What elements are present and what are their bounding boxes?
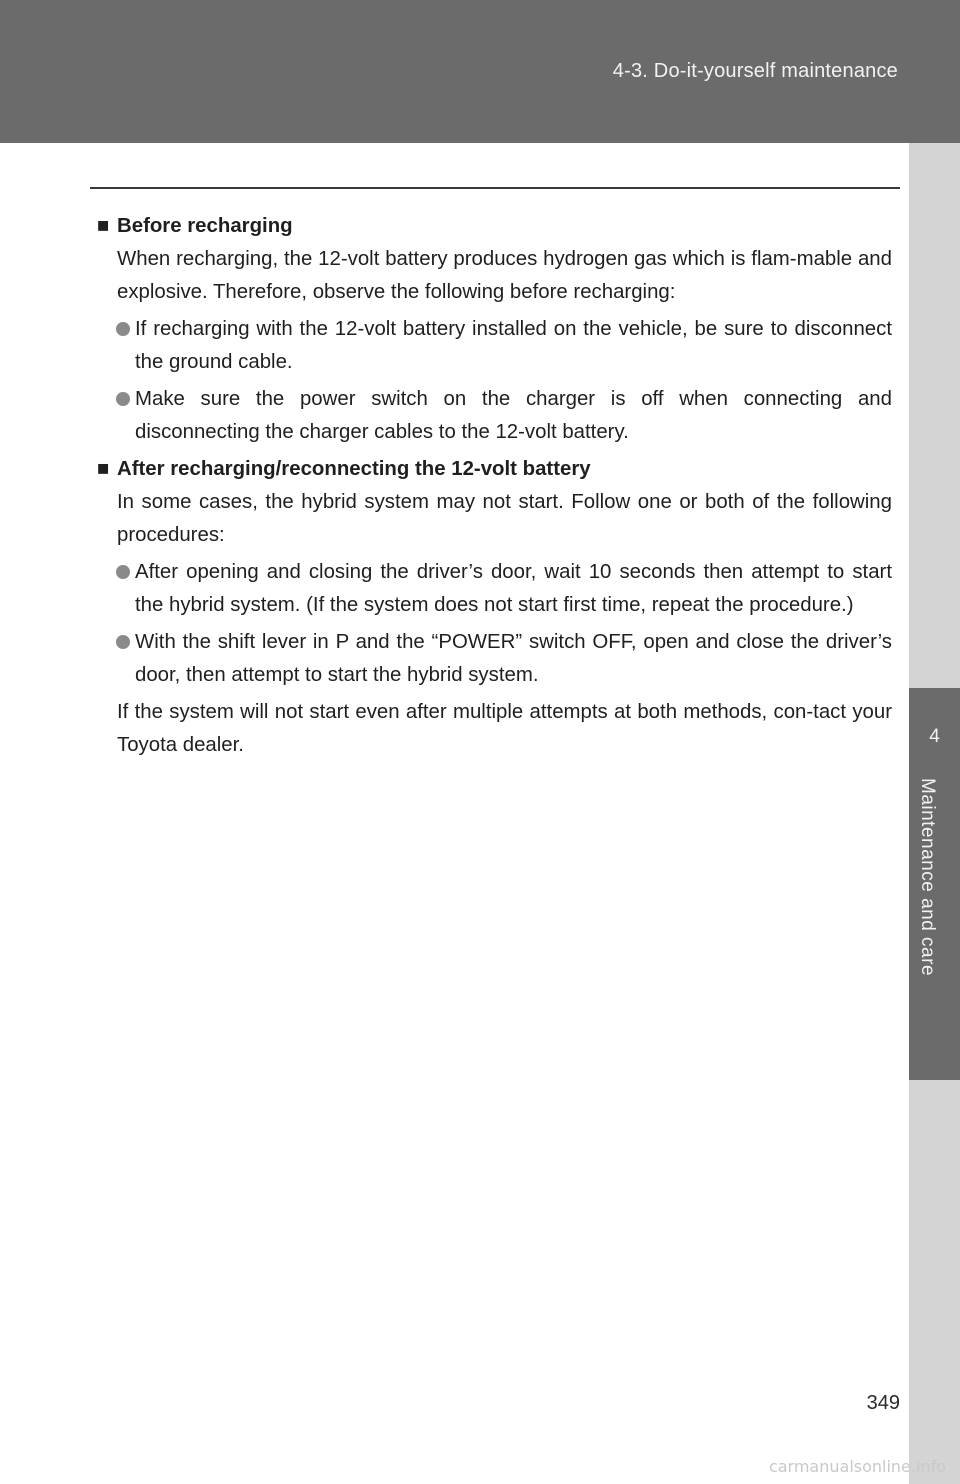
round-bullet-icon — [116, 322, 130, 336]
bullet-item — [135, 383, 892, 449]
section-title: 4-3. Do-it-yourself maintenance — [612, 60, 898, 82]
side-tab-upper — [909, 143, 960, 688]
bullet-text: After opening and closing the driver’s door, wait 10 seconds then attempt to start the hybrid system. (If the system does not start first time, repeat the procedure.) — [135, 561, 892, 616]
round-bullet-icon — [116, 565, 130, 579]
side-tab-lower — [909, 1080, 960, 1484]
heading-text: Before recharging — [117, 215, 293, 237]
section-intro: In some cases, the hybrid system may not start. Follow one or both of the following procedures: — [117, 491, 892, 546]
bullet-item — [135, 556, 892, 622]
bullet-item — [135, 626, 892, 692]
header-band — [0, 0, 960, 143]
round-bullet-icon — [116, 635, 130, 649]
section-heading — [97, 210, 892, 243]
page-number: 349 — [866, 1392, 900, 1414]
bullet-text: If recharging with the 12-volt battery installed on the vehicle, be sure to disconnect the ground cable. — [135, 318, 892, 373]
square-bullet-icon: ■ — [97, 215, 110, 237]
header-rule — [90, 187, 900, 189]
bullet-item — [135, 313, 892, 379]
chapter-number: 4 — [929, 726, 940, 747]
section-closing: If the system will not start even after multiple attempts at both methods, con-tact your Toyota dealer. — [117, 701, 892, 756]
bullet-text: With the shift lever in P and the “POWER” switch OFF, open and close the driver’s door, then attempt to start the hybrid system. — [135, 631, 892, 686]
round-bullet-icon — [116, 392, 130, 406]
section-intro: When recharging, the 12-volt battery produces hydrogen gas which is flam-mable and explosive. Therefore, observe the following before recharging: — [117, 248, 892, 303]
watermark: carmanualsonline.info — [768, 1457, 946, 1476]
square-bullet-icon: ■ — [97, 458, 110, 480]
bullet-text: Make sure the power switch on the charger is off when connecting and disconnecting the charger cables to the 12-volt battery. — [135, 388, 892, 443]
heading-text: After recharging/reconnecting the 12-volt battery — [117, 458, 591, 480]
page-content — [97, 210, 892, 766]
chapter-tab[interactable] — [909, 688, 960, 1080]
chapter-label: Maintenance and care — [917, 778, 938, 977]
section-heading — [97, 453, 892, 486]
